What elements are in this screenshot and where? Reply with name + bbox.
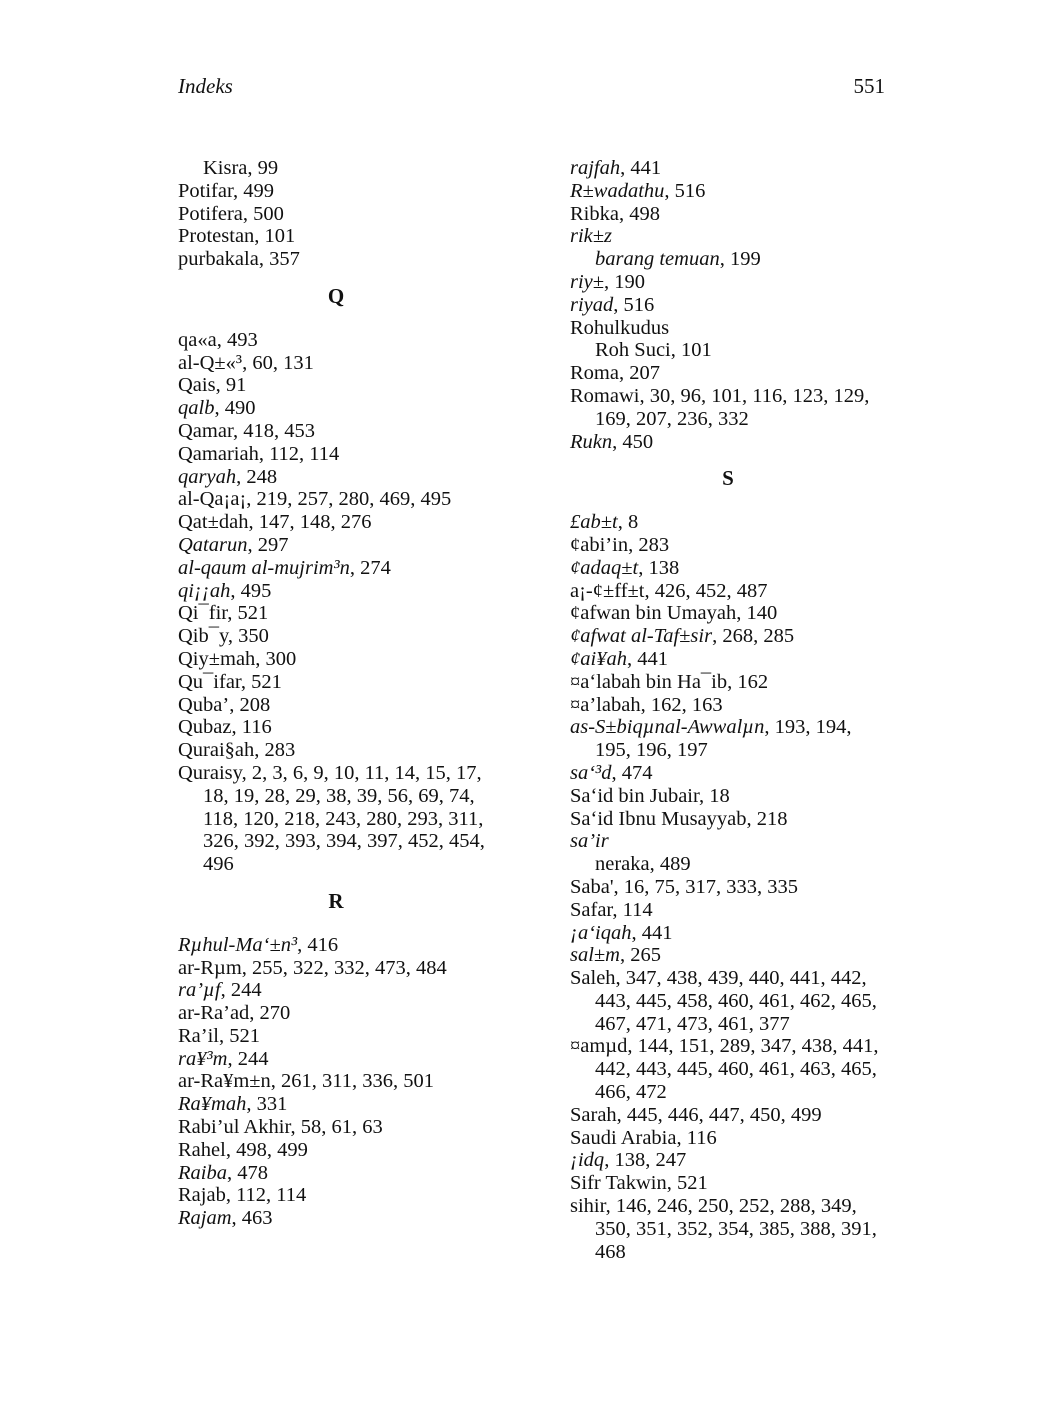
running-header-title: Indeks — [178, 74, 233, 98]
index-text: Sifr Takwin, 521 — [570, 1172, 708, 1195]
index-entry-continuation — [570, 1081, 910, 1104]
index-text: , 265 — [619, 944, 661, 967]
index-entry — [178, 443, 518, 466]
index-text: Sa‘id Ibnu Musayyab, 218 — [570, 807, 788, 830]
index-term-italic: al-qaum al-mujrim³n — [178, 556, 350, 579]
index-text: , 199 — [719, 248, 761, 271]
index-entry — [570, 648, 910, 671]
index-entry-continuation — [570, 1058, 910, 1081]
index-text: , 244 — [227, 1047, 269, 1070]
index-term-italic: ¡idq — [570, 1149, 605, 1172]
index-text: Saudi Arabia, 116 — [570, 1126, 717, 1149]
index-entry — [570, 1149, 910, 1172]
index-entry — [570, 431, 910, 454]
index-term-italic: Qatarun — [178, 533, 248, 556]
index-term-italic: sa‘³d — [570, 761, 612, 784]
index-column-left — [178, 157, 518, 1230]
index-text: , 190 — [604, 270, 646, 293]
index-entry-continuation — [570, 408, 910, 431]
index-text: 195, 196, 197 — [595, 739, 708, 762]
index-term-italic: ¢adaq±t — [570, 556, 639, 579]
index-entry — [178, 762, 518, 785]
index-entry — [570, 511, 910, 534]
index-term-italic: ra’µf — [178, 979, 221, 1002]
index-text: al-Q±«³, 60, 131 — [178, 351, 314, 374]
index-text: , 193, 194, — [764, 716, 852, 739]
index-entry — [178, 488, 518, 511]
index-entry — [570, 944, 910, 967]
index-entry — [178, 1162, 518, 1185]
index-text: Rajab, 112, 114 — [178, 1184, 307, 1207]
index-text: 468 — [595, 1240, 626, 1263]
index-entry — [178, 625, 518, 648]
index-text: ar-Rµm, 255, 322, 332, 473, 484 — [178, 956, 447, 979]
index-text: Rabi’ul Akhir, 58, 61, 63 — [178, 1116, 383, 1139]
index-text: ¢afwan bin Umayah, 140 — [570, 602, 778, 625]
index-text: Protestan, 101 — [178, 225, 296, 248]
index-text: Quraisy, 2, 3, 6, 9, 10, 11, 14, 15, 17, — [178, 761, 482, 784]
index-text: , 450 — [612, 430, 654, 453]
index-entry-continuation — [570, 1013, 910, 1036]
index-text: 467, 471, 473, 461, 377 — [595, 1012, 790, 1035]
index-subentry — [570, 339, 910, 362]
index-text: , 274 — [349, 556, 391, 579]
index-text: Qubaz, 116 — [178, 716, 272, 739]
index-term-italic: R±wadathu — [570, 179, 665, 202]
index-text: 443, 445, 458, 460, 461, 462, 465, — [595, 989, 877, 1012]
page-number: 551 — [853, 74, 885, 98]
index-text: Sa‘id bin Jubair, 18 — [570, 784, 730, 807]
index-text: Rahel, 498, 499 — [178, 1138, 308, 1161]
index-entry — [570, 1195, 910, 1218]
index-text: , 8 — [617, 511, 639, 534]
index-text: 442, 443, 445, 460, 461, 463, 465, — [595, 1058, 877, 1081]
index-text: Qat±dah, 147, 148, 276 — [178, 511, 372, 534]
index-entry — [178, 397, 518, 420]
index-text: ar-Ra¥m±n, 261, 311, 336, 501 — [178, 1070, 435, 1093]
index-term-italic: as-S±biqµnal-Awwalµn — [570, 716, 765, 739]
index-text: , 441 — [626, 647, 668, 670]
index-entry — [570, 203, 910, 226]
index-text: Qu¯ifar, 521 — [178, 670, 282, 693]
index-entry — [570, 317, 910, 340]
index-entry — [178, 511, 518, 534]
index-entry — [178, 1139, 518, 1162]
index-entry-continuation — [178, 830, 518, 853]
index-entry — [570, 671, 910, 694]
index-entry — [570, 362, 910, 385]
index-entry — [570, 557, 910, 580]
index-entry — [178, 716, 518, 739]
index-text: Roh Suci, 101 — [595, 339, 712, 362]
index-entry — [570, 271, 910, 294]
index-term-italic: ¡a‘iqah — [570, 921, 632, 944]
index-entry — [570, 225, 910, 248]
section-letter-heading: R — [328, 888, 344, 913]
index-entry — [178, 203, 518, 226]
index-term-italic: barang temuan — [595, 248, 720, 271]
index-text: neraka, 489 — [595, 853, 691, 876]
index-entry — [178, 225, 518, 248]
index-entry — [570, 602, 910, 625]
index-entry — [178, 1070, 518, 1093]
index-entry — [178, 420, 518, 443]
index-term-italic: sal±m — [570, 944, 620, 967]
index-entry — [570, 922, 910, 945]
index-text: Qurai§ah, 283 — [178, 739, 296, 762]
index-entry — [178, 557, 518, 580]
index-entry — [178, 374, 518, 397]
index-text: a¡-¢±ff±t, 426, 452, 487 — [570, 579, 768, 602]
index-text: , 478 — [226, 1161, 268, 1184]
index-entry — [178, 534, 518, 557]
index-text: , 268, 285 — [712, 625, 795, 648]
index-entry — [570, 180, 910, 203]
index-text: 326, 392, 393, 394, 397, 452, 454, — [203, 830, 485, 853]
index-text: ¤amµd, 144, 151, 289, 347, 438, 441, — [570, 1035, 879, 1058]
index-entry — [178, 180, 518, 203]
index-text: Potifar, 499 — [178, 179, 274, 202]
index-text: , 331 — [246, 1093, 288, 1116]
index-entry — [570, 157, 910, 180]
index-entry — [178, 329, 518, 352]
index-text: Saba', 16, 75, 317, 333, 335 — [570, 875, 799, 898]
index-entry — [570, 694, 910, 717]
index-entry — [570, 808, 910, 831]
index-entry — [178, 602, 518, 625]
index-text: 18, 19, 28, 29, 38, 39, 56, 69, 74, — [203, 784, 475, 807]
index-text: Qamariah, 112, 114 — [178, 442, 340, 465]
index-term-italic: Rukn — [570, 430, 613, 453]
index-entry — [178, 1184, 518, 1207]
index-entry — [178, 648, 518, 671]
index-entry — [570, 534, 910, 557]
index-entry — [570, 1127, 910, 1150]
index-text: Qi¯fir, 521 — [178, 602, 269, 625]
index-entry-continuation — [178, 785, 518, 808]
index-text: Quba’, 208 — [178, 693, 271, 716]
index-entry — [570, 294, 910, 317]
index-text: , 516 — [613, 293, 655, 316]
index-subentry — [178, 157, 518, 180]
index-text: 169, 207, 236, 332 — [595, 407, 749, 430]
index-entry-continuation — [570, 739, 910, 762]
index-entry — [570, 876, 910, 899]
index-term-italic: ¢ai¥ah — [570, 647, 627, 670]
index-term-italic: ¢afwat al-Taf±sir — [570, 625, 713, 648]
index-text: , 244 — [220, 979, 262, 1002]
index-text: 118, 120, 218, 243, 280, 293, 311, — [203, 807, 484, 830]
index-text: , 138 — [638, 556, 680, 579]
index-entry — [570, 899, 910, 922]
index-text: , 441 — [620, 157, 662, 179]
index-text: Rohulkudus — [570, 316, 670, 339]
index-term-italic: rajfah — [570, 157, 621, 179]
index-text: Ra’il, 521 — [178, 1024, 260, 1047]
index-entry — [178, 1116, 518, 1139]
index-text: Qamar, 418, 453 — [178, 419, 315, 442]
index-text: Qiy±mah, 300 — [178, 647, 297, 670]
index-entry — [178, 1002, 518, 1025]
index-term-italic: riyad — [570, 293, 614, 316]
index-entry — [570, 385, 910, 408]
index-text: , 138, 247 — [604, 1149, 687, 1172]
index-entry — [178, 694, 518, 717]
index-entry-continuation — [570, 1218, 910, 1241]
index-term-italic: Ra¥mah — [178, 1093, 247, 1116]
index-entry — [178, 671, 518, 694]
index-term-italic: £ab±t — [570, 511, 618, 534]
index-entry — [178, 466, 518, 489]
index-text: Qib¯y, 350 — [178, 625, 269, 648]
index-term-italic: qalb — [178, 397, 215, 420]
index-text: , 495 — [230, 579, 272, 602]
index-text: , 463 — [231, 1207, 273, 1230]
index-text: ¤a’labah, 162, 163 — [570, 693, 723, 716]
index-term-italic: sa’ir — [570, 830, 609, 853]
index-entry-continuation — [178, 808, 518, 831]
index-entry — [178, 580, 518, 603]
index-term-italic: rik±z — [570, 225, 613, 248]
index-text: , 474 — [611, 761, 653, 784]
index-entry — [178, 1207, 518, 1230]
index-entry-continuation — [570, 990, 910, 1013]
index-entry — [570, 1104, 910, 1127]
index-text: Potifera, 500 — [178, 202, 284, 225]
index-text: Saleh, 347, 438, 439, 440, 441, 442, — [570, 967, 867, 990]
index-text: ¢abi’in, 283 — [570, 533, 670, 556]
index-entry — [570, 625, 910, 648]
index-entry — [178, 957, 518, 980]
index-entry — [570, 785, 910, 808]
index-entry — [570, 580, 910, 603]
index-term-italic: qaryah — [178, 465, 237, 488]
index-text: Ribka, 498 — [570, 202, 660, 225]
index-entry — [178, 1025, 518, 1048]
index-column-right — [570, 157, 910, 1263]
section-letter-heading: S — [722, 466, 734, 491]
index-text: al-Qa¡a¡, 219, 257, 280, 469, 495 — [178, 488, 452, 511]
index-entry — [178, 1048, 518, 1071]
index-text: Sarah, 445, 446, 447, 450, 499 — [570, 1103, 822, 1126]
index-entry — [178, 248, 518, 271]
index-text: , 490 — [214, 397, 256, 420]
index-term-italic: Rajam — [178, 1207, 232, 1230]
index-entry — [570, 967, 910, 990]
section-letter-heading: Q — [327, 283, 345, 308]
index-text: Roma, 207 — [570, 362, 660, 385]
index-text: 350, 351, 352, 354, 385, 388, 391, — [595, 1217, 877, 1240]
index-subentry — [570, 853, 910, 876]
index-text: , 248 — [236, 465, 278, 488]
index-term-italic: ra¥³m — [178, 1047, 228, 1070]
index-entry — [178, 979, 518, 1002]
index-text: 496 — [203, 853, 234, 876]
index-text: ¤a‘labah bin Ha¯ib, 162 — [570, 670, 769, 693]
index-entry — [178, 739, 518, 762]
index-entry — [178, 352, 518, 375]
index-entry — [570, 830, 910, 853]
index-text: Romawi, 30, 96, 101, 116, 123, 129, — [570, 384, 870, 407]
index-text: Kisra, 99 — [203, 157, 279, 179]
index-text: qa«a, 493 — [178, 328, 258, 351]
index-entry-continuation — [570, 1241, 910, 1264]
index-term-italic: Raiba — [178, 1161, 227, 1184]
index-term-italic: qi¡¡ah — [178, 579, 231, 602]
index-entry — [570, 762, 910, 785]
index-text: purbakala, 357 — [178, 248, 300, 271]
index-entry — [178, 1093, 518, 1116]
index-text: , 441 — [631, 921, 673, 944]
index-entry-continuation — [178, 853, 518, 876]
index-text: ar-Ra’ad, 270 — [178, 1002, 291, 1025]
index-text: sihir, 146, 246, 250, 252, 288, 349, — [570, 1195, 857, 1218]
index-entry — [178, 934, 518, 957]
index-entry — [570, 1172, 910, 1195]
index-term-italic: riy± — [570, 270, 605, 293]
index-text: Safar, 114 — [570, 898, 653, 921]
index-entry — [570, 716, 910, 739]
index-subentry — [570, 248, 910, 271]
index-term-italic: Rµhul-Ma‘±n³ — [178, 933, 298, 956]
index-text: , 516 — [664, 179, 706, 202]
index-text: Qais, 91 — [178, 374, 247, 397]
index-text: 466, 472 — [595, 1081, 667, 1104]
index-text: , 416 — [297, 933, 339, 956]
index-text: , 297 — [247, 533, 289, 556]
index-entry — [570, 1035, 910, 1058]
